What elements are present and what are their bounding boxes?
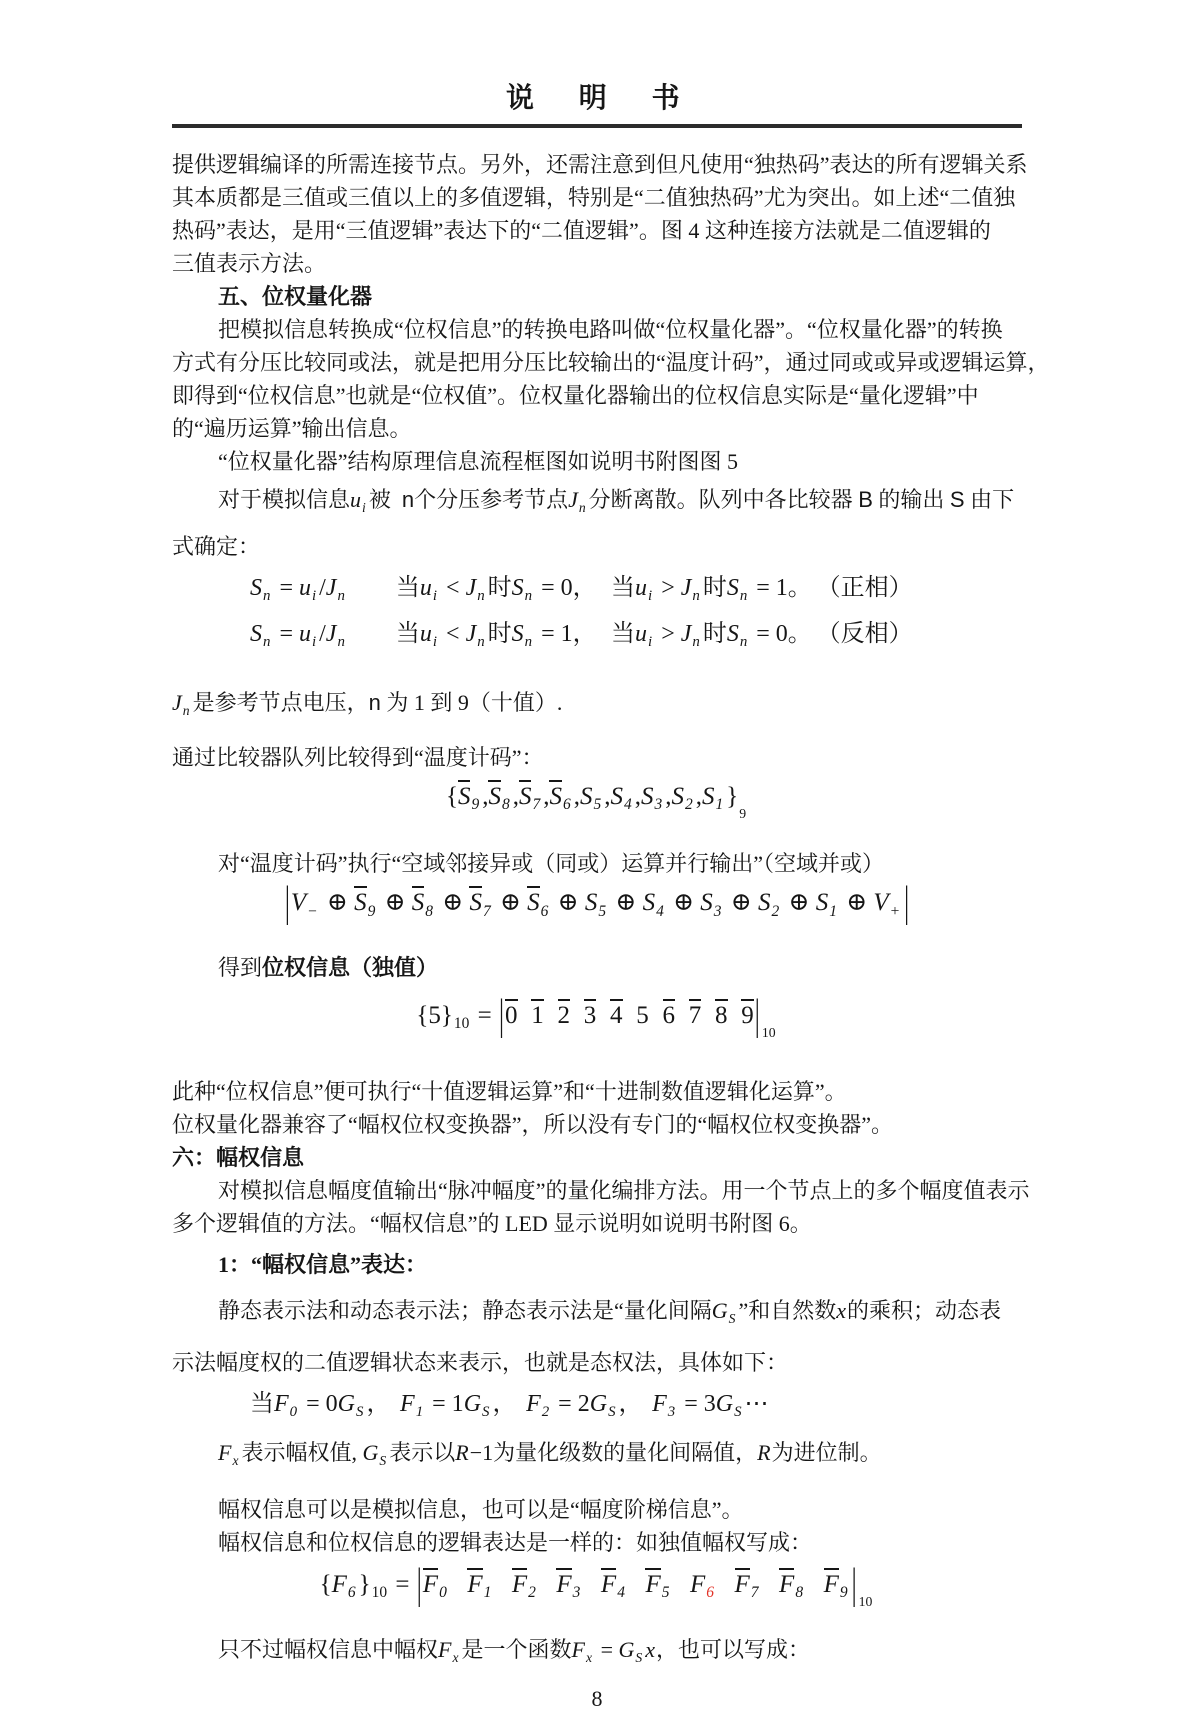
paragraph-line: 通过比较器队列比较得到“温度计码”： <box>172 744 544 770</box>
dedao-line: 得到位权信息（独值） <box>218 954 439 980</box>
paragraph-line: 热码”表达，是用“三值逻辑”表达下的“二值逻辑”。图 4 这种连接方法就是二值逻辑的 <box>172 218 991 243</box>
paragraph-line: 的“遍历运算”输出信息。 <box>172 416 412 441</box>
paragraph-line: 对模拟信息幅度值输出“脉冲幅度”的量化编排方法。用一个节点上的多个幅度值表示 <box>218 1178 1030 1204</box>
section-heading-6: 六：幅权信息 <box>172 1145 305 1171</box>
paragraph-line: 位权量化器兼容了“幅权位权变换器”，所以没有专门的“幅权位权变换器”。 <box>172 1112 894 1138</box>
paragraph-line: 把模拟信息转换成“位权信息”的转换电路叫做“位权量化器”。“位权量化器”的转换 <box>218 317 1003 342</box>
subsection-heading-1: 1：“幅权信息”表达： <box>218 1252 428 1278</box>
paragraph-line: 其本质都是三值或三值以上的多值逻辑，特别是“二值独热码”尤为突出。如上述“二值独 <box>172 185 1016 210</box>
formula-thermometer-code: {$S_9$ $,S_8$ $,S_7$ $,S_6$ $,S_5$ $,S_4$ $,S_3$ $,S_2$ $,S_1$ }$_9$ <box>172 774 1022 837</box>
formula-xor-chain: $|V_-$ ⊕ $S_9$ ⊕ $S_8$ ⊕ $S_7$ ⊕ $S_6$ ⊕ $S_5$ ⊕ $S_4$ ⊕ $S_3$ ⊕ $S_2$ ⊕ $S_1$ ⊕ $V_+$ | <box>284 878 910 927</box>
formula-unique-value: $\{5\}_{10} = |0$ 1 2 3 4 5 6 7 8 9| $_{10}$ <box>416 991 776 1041</box>
paragraph-line: 对“温度计码”执行“空域邻接异或（同或）运算并行输出”（空域并或） <box>218 851 885 877</box>
paragraph-line: 三值表示方法。 <box>172 251 327 276</box>
formula-f-weights: 当$F_0 = 0G_S$ ， $F_1 = 1G_S$ ， $F_2 = 2G_S$ ， $F_3 = 3G_S$ ⋯ <box>250 1391 769 1421</box>
paragraph-line: 此种“位权信息”便可执行“十值逻辑运算”和“十进制数值逻辑化运算”。 <box>172 1079 847 1105</box>
paragraph-line: 幅权信息和位权信息的逻辑表达是一样的：如独值幅权写成： <box>218 1529 813 1555</box>
formula-sn-positive: $S_n = u_i$ $/J_n$ 当$u_i < J_n$ 时$S_n = 0$， 当$u_i > J_n$ 时$S_n = 1$。 （正相） <box>250 574 913 604</box>
header-rule <box>172 124 1022 128</box>
document-header <box>172 78 1022 128</box>
static-method-line: 静态表示法和动态表示法；静态表示法是“量化间隔$G_S$ ”和自然数x的乘积；动态表 <box>218 1298 1002 1326</box>
paragraph-line: 方式有分压比较同或法，就是把用分压比较输出的“温度计码”，通过同或或异或逻辑运算， <box>172 350 1050 375</box>
analog-info-line: 对于模拟信息$u_i$ 被 n个分压参考节点$J_n$ 分断离散。队列中各比较器 B 的输出 S 由下 <box>218 487 1015 515</box>
section-heading-5: 五、位权量化器 <box>218 284 373 309</box>
page-title: 说 明 书 <box>505 83 688 114</box>
paragraph-line: 示法幅度权的二值逻辑状态来表示，也就是态权法，具体如下： <box>172 1350 789 1375</box>
formula-f6-unique: {$F_6$ }$_{10} = |F_0$ $F_1$ $F_2$ $F_3$ $F_4$ $F_5$ $F_6$ $F_7$ $F_8$ $F_9$ | $_{10}$ <box>319 1560 873 1610</box>
fx-description-line: $F_x$ 表示幅权值, $G_S$ 表示以R−1为量化级数的量化间隔值，R为进位制。 <box>218 1440 882 1468</box>
paragraph-line: 多个逻辑值的方法。“幅权信息”的 LED 显示说明如说明书附图 6。 <box>172 1211 812 1237</box>
paragraph-line: 提供逻辑编译的所需连接节点。另外，还需注意到但凡使用“独热码”表达的所有逻辑关系 <box>172 152 1028 177</box>
jn-description-line: $J_n$ 是参考节点电压，n 为 1 到 9（十值）. <box>172 690 563 718</box>
page-number: 8 <box>591 1686 603 1712</box>
formula-sn-negative: $S_n = u_i$ $/J_n$ 当$u_i < J_n$ 时$S_n = 1$， 当$u_i > J_n$ 时$S_n = 0$。 （反相） <box>250 620 913 651</box>
paragraph-line: 即得到“位权信息”也就是“位权值”。位权量化器输出的位权信息实际是“量化逻辑”中 <box>172 383 979 408</box>
figure-reference-line: “位权量化器”结构原理信息流程框图如说明书附图图 5 <box>218 449 739 474</box>
document-body <box>172 148 1050 1680</box>
paragraph-line: 式确定： <box>172 533 261 559</box>
closing-line: 只不过幅权信息中幅权$F_x$ 是一个函数$F_x = G_S$ x，也可以写成： <box>218 1637 810 1666</box>
paragraph-line: 幅权信息可以是模拟信息，也可以是“幅度阶梯信息”。 <box>218 1496 744 1522</box>
